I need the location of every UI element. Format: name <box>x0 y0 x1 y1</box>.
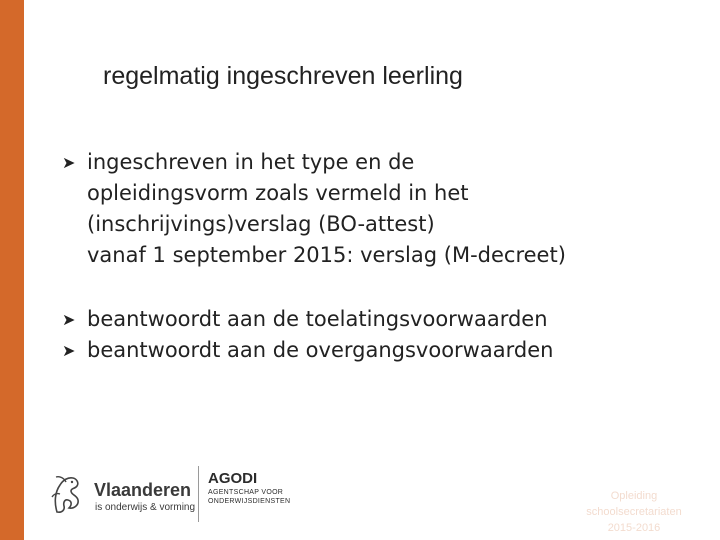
bullet-item <box>62 304 702 335</box>
logo-divider <box>198 466 199 522</box>
bullet-line: (inschrijvings)verslag (BO-attest) <box>87 212 435 236</box>
bullet-item <box>62 335 702 366</box>
vlaanderen-logo <box>48 468 208 522</box>
slide-footer <box>564 488 704 536</box>
agodi-logo <box>208 470 290 506</box>
arrow-bullet-icon: ➤ <box>62 310 76 329</box>
agodi-tagline: AGENTSCHAP VOOR <box>208 489 284 496</box>
arrow-bullet-icon: ➤ <box>62 341 76 360</box>
vlaanderen-name: Vlaanderen <box>94 480 192 500</box>
footer-line: Opleiding <box>610 490 658 502</box>
bullet-list <box>62 147 702 366</box>
bullet-line: opleidingsvorm zoals vermeld in het <box>87 181 469 205</box>
bullet-line: ingeschreven in het type en de <box>87 150 415 174</box>
accent-side-bar <box>0 0 24 540</box>
bullet-line: beantwoordt aan de overgangsvoorwaarden <box>87 338 554 362</box>
footer-line: 2015-2016 <box>607 522 661 534</box>
vlaanderen-subtitle: is onderwijs & vorming <box>95 502 196 513</box>
agodi-tagline: ONDERWIJSDIENSTEN <box>208 498 291 505</box>
agodi-name: AGODI <box>208 470 258 487</box>
bullet-item <box>62 147 702 271</box>
bullet-line: beantwoordt aan de toelatingsvoorwaarden <box>87 307 548 331</box>
slide-title: regelmatig ingeschreven leerling <box>103 62 463 90</box>
arrow-bullet-icon: ➤ <box>62 153 76 172</box>
footer-line: schoolsecretariaten <box>586 506 682 518</box>
bullet-line: vanaf 1 september 2015: verslag (M-decreet) <box>87 243 566 267</box>
flemish-lion-icon <box>48 472 84 516</box>
